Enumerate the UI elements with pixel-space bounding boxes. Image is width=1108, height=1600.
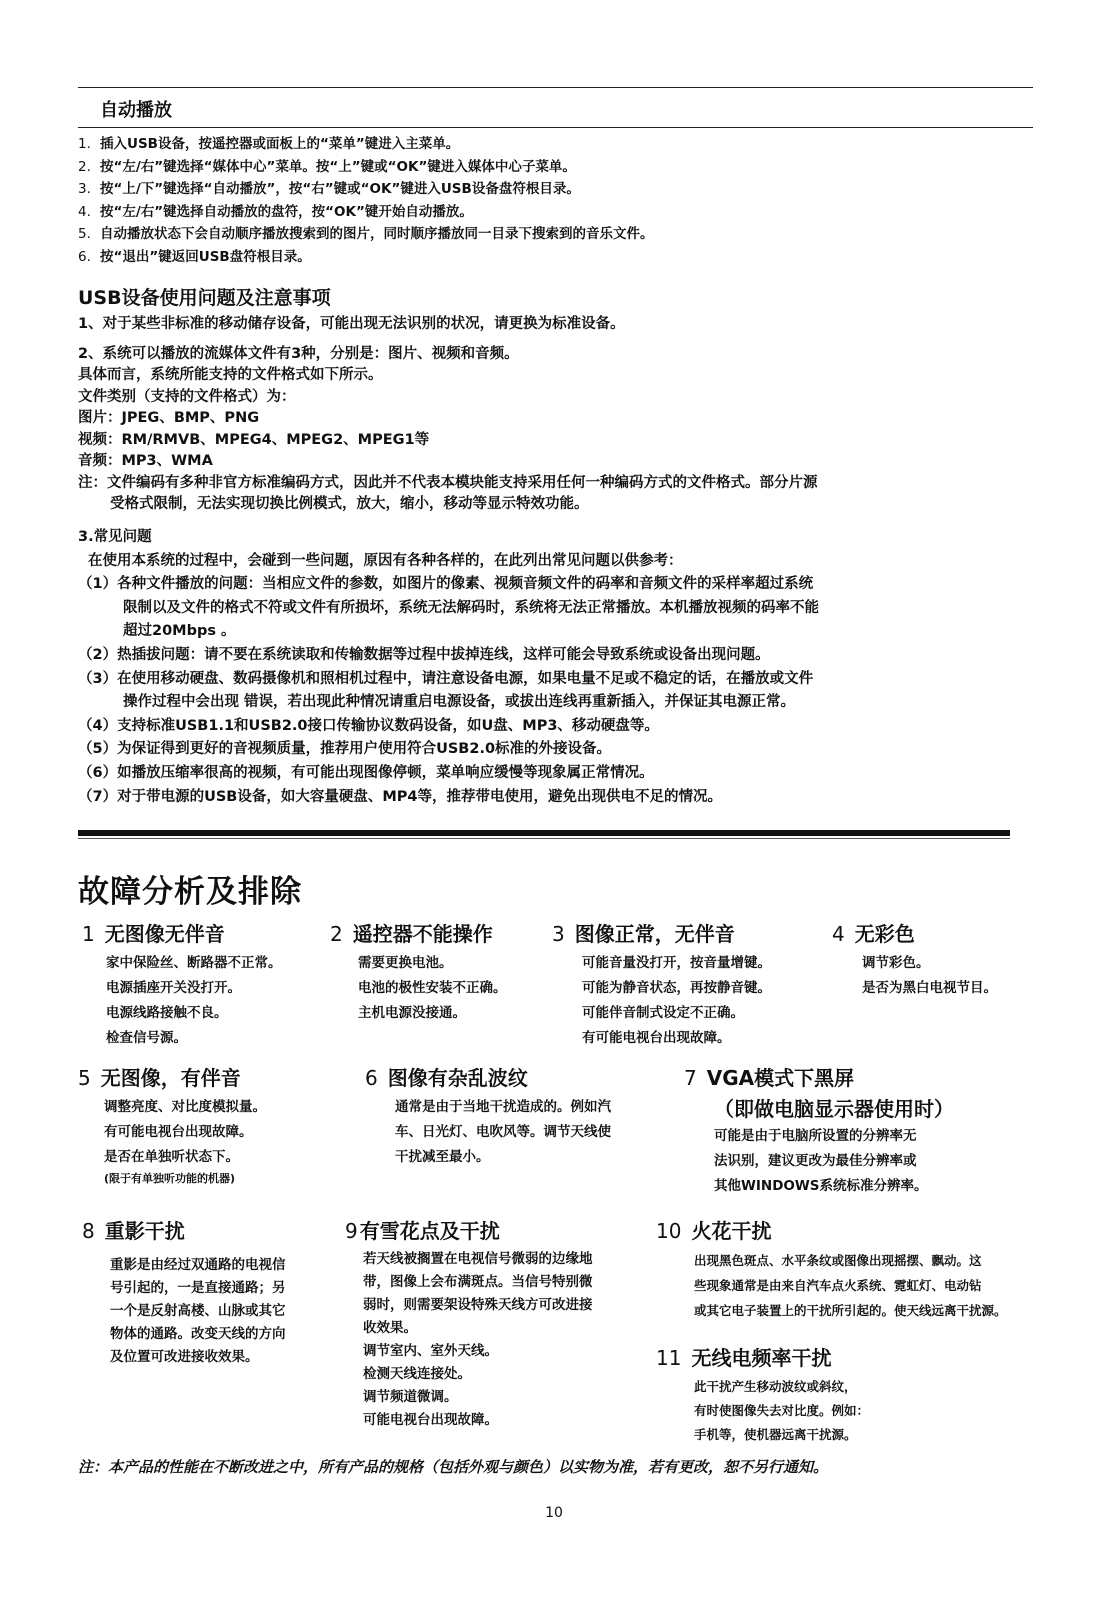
text-line: （7）对于带电源的USB设备，如大容量硬盘、MP4等，推荐带电使用，避免出现供电不足的情况。 [78, 788, 723, 805]
list-item: 3. 按“上/下”键选择“自动播放”，按“右”键或“OK”键进入USB设备盘符根目录。 [78, 181, 580, 197]
list-item: 2. 按“左/右”键选择“媒体中心”菜单。按“上”键或“OK”键进入媒体中心子菜单。 [78, 158, 576, 175]
list-item: 弱时，则需要架设特殊天线方可改进接 [363, 1297, 593, 1313]
autoplay-rule [78, 127, 1033, 128]
text-line: （1）各种文件播放的问题：当相应文件的参数，如图片的像素、视频音频文件的码率和音频文件的采样率超过系统 [78, 576, 814, 593]
text-line: （6）如播放压缩率很高的视频，有可能出现图像停顿，菜单响应缓慢等现象属正常情况。 [78, 764, 654, 781]
list-item: 可能是由于电脑所设置的分辨率无 [714, 1128, 917, 1144]
list-item: 出现黑色斑点、水平条纹或图像出现摇摆、飘动。这 [694, 1253, 982, 1268]
text-line: （4）支持标准USB1.1和USB2.0接口传输协议数码设备，如U盘、MP3、移动硬盘等。 [78, 717, 659, 734]
list-item: 可能电视台出现故障。 [363, 1412, 498, 1428]
text-line: 1、对于某些非标准的移动储存设备，可能出现无法识别的状况，请更换为标准设备。 [78, 316, 625, 332]
list-item: 些现象通常是由来自汽车点火系统、霓虹灯、电动钻 [694, 1278, 982, 1293]
list-item: 6. 按“退出”键返回USB盘符根目录。 [78, 248, 311, 265]
text-line: 具体而言，系统所能支持的文件格式如下所示。 [78, 367, 383, 383]
list-item: 1. 插入USB设备，按遥控器或面板上的“菜单”键进入主菜单。 [78, 136, 460, 152]
list-item: 或其它电子装置上的干扰所引起的。使天线远离干扰源。 [694, 1303, 1007, 1318]
list-item: 手机等，使机器远离干扰源。 [694, 1427, 857, 1442]
autoplay-title: 自动播放 [100, 100, 172, 121]
list-item: 主机电源没接通。 [358, 1005, 466, 1021]
trouble-card-10: 10 火花干扰 出现黑色斑点、水平条纹或图像出现摇摆、飘动。这 些现象通常是由来自汽车点火系统、霓虹灯、电动钻 或其它电子装置上的干扰所引起的。使天线远离干扰源。 [656, 1215, 1007, 1323]
trouble-card-2: 2 遥控器不能操作 需要更换电池。 电池的极性安装不正确。 主机电源没接通。 [330, 918, 507, 1026]
list-item: 有可能电视台出现故障。 [104, 1124, 253, 1140]
text-line: 图片：JPEG、BMP、PNG [78, 410, 260, 426]
list-item: 检查信号源。 [106, 1030, 187, 1046]
troubleshoot-title: 故障分析及排除 [78, 874, 302, 910]
list-item: (限于有单独听功能的机器) [104, 1172, 236, 1185]
text-line: 受格式限制，无法实现切换比例模式，放大，缩小，移动等显示特效功能。 [110, 496, 589, 512]
list-item: 号引起的，一是直接通路；另 [110, 1280, 286, 1296]
list-item: 电源插座开关没打开。 [106, 980, 241, 996]
text-line: 操作过程中会出现 错误，若出现此种情况请重启电源设备，或拔出连线再重新插入，并保证其电源正常。 [123, 694, 796, 711]
usb-notes-body [78, 314, 1038, 516]
trouble-card-8: 8 重影干扰 重影是由经过双通路的电视信 号引起的，一是直接通路；另 一个是反射高楼、山脉或其它 物体的通路。改变天线的方向 及位置可改进接收效果。 [82, 1215, 286, 1369]
faq-intro: 在使用本系统的过程中，会碰到一些问题，原因有各种各样的，在此列出常见问题以供参考： [88, 552, 683, 569]
list-item: 一个是反射高楼、山脉或其它 [110, 1303, 286, 1319]
list-item: 电池的极性安装不正确。 [358, 980, 507, 996]
trouble-card-6: 6 图像有杂乱波纹 通常是由于当地干扰造成的。例如汽 车、日光灯、电吹风等。调节天线使 干扰减至最小。 [365, 1062, 611, 1170]
text-line: 视频：RM/RMVB、MPEG4、MPEG2、MPEG1等 [78, 431, 430, 448]
list-item: 是否为黑白电视节目。 [862, 980, 997, 996]
trouble-card-5: 5 无图像，有伴音 调整亮度、对比度模拟量。 有可能电视台出现故障。 是否在单独听状态下。 (限于有单独听功能的机器) [78, 1062, 266, 1188]
list-item: 检测天线连接处。 [363, 1366, 471, 1382]
list-item: 可能伴音制式设定不正确。 [582, 1005, 744, 1021]
list-item: 此干扰产生移动波纹或斜纹， [694, 1379, 857, 1394]
list-item: 可能为静音状态，再按静音键。 [582, 980, 771, 996]
list-item: 通常是由于当地干扰造成的。例如汽 [395, 1099, 611, 1115]
list-item: 电源线路接触不良。 [106, 1005, 228, 1021]
list-item: 收效果。 [363, 1320, 417, 1336]
list-item: 是否在单独听状态下。 [104, 1149, 239, 1165]
top-rule [78, 87, 1033, 88]
trouble-card-7: 7 VGA模式下黑屏 （即做电脑显示器使用时） 可能是由于电脑所设置的分辨率无 法识别，建议更改为最佳分辨率或 其他WINDOWS系统标准分辨率。 [684, 1062, 954, 1199]
faq-title: 3.常见问题 [78, 529, 152, 545]
list-item: 可能音量没打开，按音量增键。 [582, 955, 771, 971]
text-line: 2、系统可以播放的流媒体文件有3种，分别是：图片、视频和音频。 [78, 345, 519, 362]
list-item: 及位置可改进接收效果。 [110, 1349, 259, 1365]
footer-note: 注：本产品的性能在不断改进之中，所有产品的规格（包括外观与颜色）以实物为准，若有更改，恕不另行通知。 [78, 1458, 829, 1476]
list-item: 需要更换电池。 [358, 955, 453, 971]
card-subtitle: （即做电脑显示器使用时） [714, 1097, 954, 1121]
list-item: 重影是由经过双通路的电视信 [110, 1257, 286, 1273]
list-item: 调节频道微调。 [363, 1389, 458, 1405]
list-item: 车、日光灯、电吹风等。调节天线使 [395, 1124, 611, 1140]
list-item: 家中保险丝、断路器不正常。 [106, 955, 282, 971]
page-number: 10 [545, 1505, 563, 1521]
text-line: （2）热插拔问题：请不要在系统读取和传输数据等过程中拔掉连线，这样可能会导致系统或设备出现问题。 [78, 646, 770, 663]
list-item: 带，图像上会布满斑点。当信号特别微 [363, 1274, 593, 1290]
list-item: 调节彩色。 [862, 955, 930, 971]
text-line: 超过20Mbps 。 [123, 623, 236, 640]
trouble-card-11: 11 无线电频率干扰 此干扰产生移动波纹或斜纹， 有时使图像失去对比度。例如： 手机等，使机器远离干扰源。 [656, 1342, 869, 1447]
list-item: 若天线被搁置在电视信号微弱的边缘地 [363, 1251, 593, 1267]
text-line: 音频：MP3、WMA [78, 453, 213, 469]
text-line: 文件类别（支持的文件格式）为： [78, 388, 296, 405]
list-item: 4. 按“左/右”键选择自动播放的盘符，按“OK”键开始自动播放。 [78, 203, 473, 220]
section-divider-bar [78, 830, 1010, 836]
trouble-card-9: 9 有雪花点及干扰 若天线被搁置在电视信号微弱的边缘地 带，图像上会布满斑点。当信号特别微 弱时，则需要架设特殊天线方可改进接 收效果。 调节室内、室外天线。 检测天线连接处。 调节频道微调。 可能电视台出现故障。 [345, 1215, 593, 1432]
autoplay-steps [78, 133, 1038, 268]
list-item: 有时使图像失去对比度。例如： [694, 1403, 870, 1418]
text-line: （3）在使用移动硬盘、数码摄像机和照相机过程中，请注意设备电源，如果电量不足或不稳定的话，在播放或文件 [78, 670, 814, 687]
list-item: 有可能电视台出现故障。 [582, 1030, 731, 1046]
usb-notes-title: USB设备使用问题及注意事项 [78, 287, 331, 309]
faq-section [78, 526, 1038, 809]
trouble-card-4: 4 无彩色 调节彩色。 是否为黑白电视节目。 [832, 918, 997, 1001]
list-item: 物体的通路。改变天线的方向 [110, 1326, 286, 1342]
trouble-card-1: 1 无图像无伴音 家中保险丝、断路器不正常。 电源插座开关没打开。 电源线路接触不良。 检查信号源。 [82, 918, 282, 1051]
list-item: 其他WINDOWS系统标准分辨率。 [714, 1178, 928, 1194]
text-line: 注：文件编码有多种非官方标准编码方式，因此并不代表本模块能支持采用任何一种编码方式的文件格式。部分片源 [78, 474, 818, 491]
list-item: 调节室内、室外天线。 [363, 1343, 498, 1359]
text-line: 限制以及文件的格式不符或文件有所损坏，系统无法解码时，系统将无法正常播放。本机播放视频的码率不能 [123, 599, 819, 616]
section-divider-line [78, 838, 1010, 839]
text-line: （5）为保证得到更好的音视频质量，推荐用户使用符合USB2.0标准的外接设备。 [78, 741, 612, 758]
trouble-card-3: 3 图像正常，无伴音 可能音量没打开，按音量增键。 可能为静音状态，再按静音键。 可能伴音制式设定不正确。 有可能电视台出现故障。 [552, 918, 771, 1051]
list-item: 调整亮度、对比度模拟量。 [104, 1099, 266, 1115]
list-item: 干扰减至最小。 [395, 1149, 490, 1165]
list-item: 法识别，建议更改为最佳分辨率或 [714, 1153, 917, 1169]
list-item: 5. 自动播放状态下会自动顺序播放搜索到的图片，同时顺序播放同一目录下搜索到的音乐文件。 [78, 226, 654, 242]
